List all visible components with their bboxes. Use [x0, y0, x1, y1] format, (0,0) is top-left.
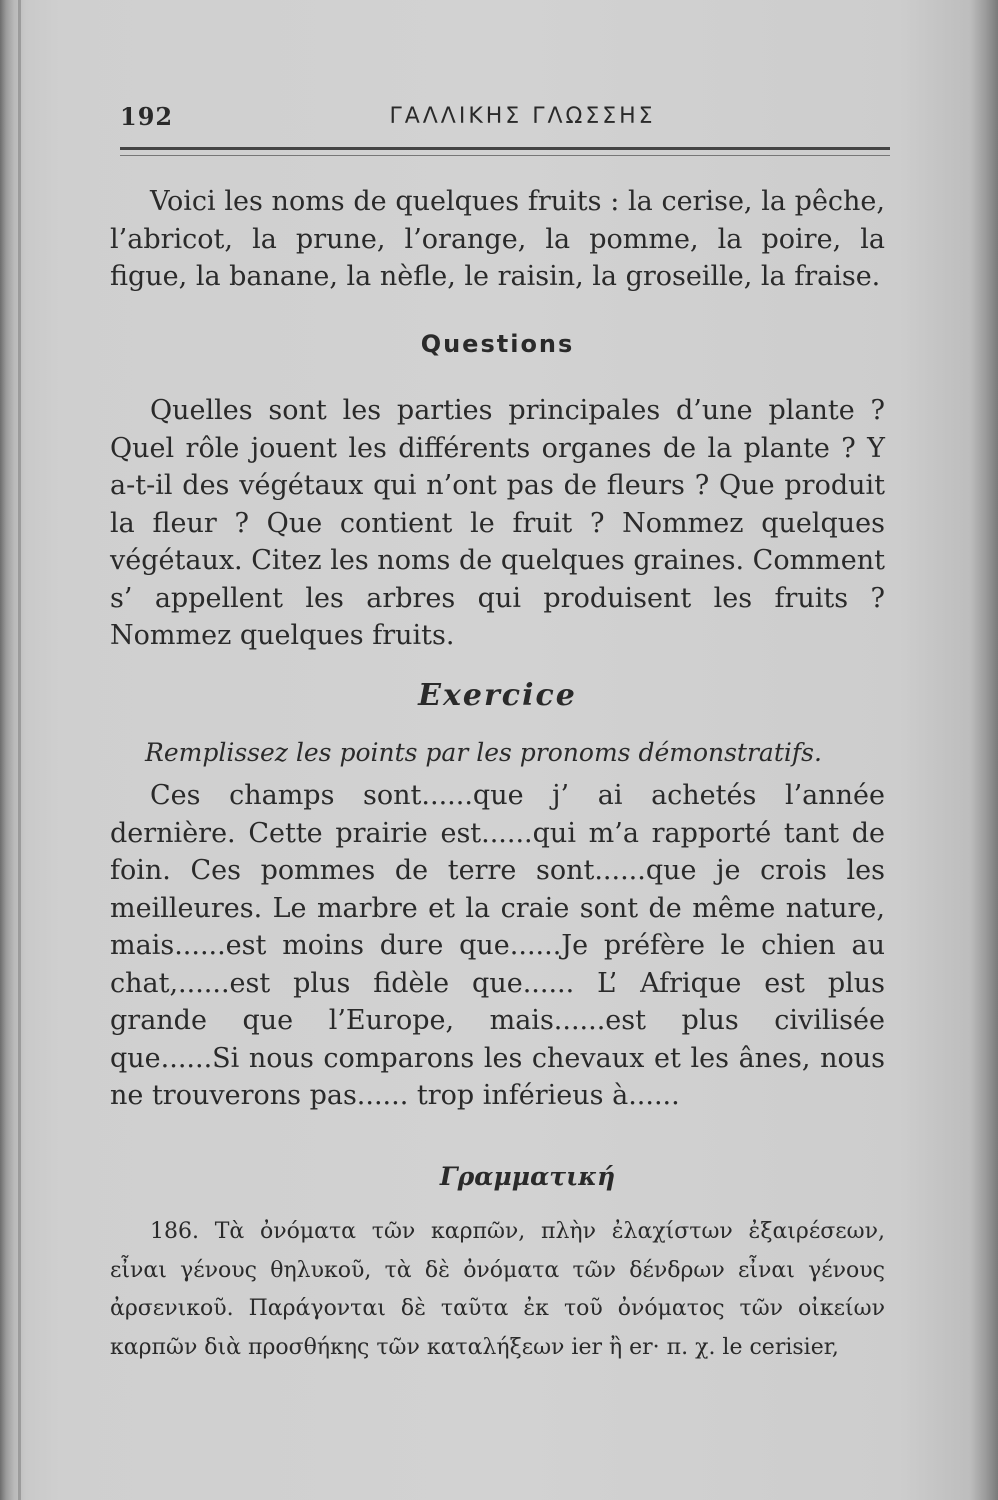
book-gutter — [18, 0, 21, 1500]
header-rule — [120, 147, 890, 150]
exercise-instruction: Remplissez les points par les pronoms démonstratifs. — [145, 738, 822, 767]
exercise-paragraph: Ces champs sont......que j’ ai achetés l’année dernière. Cette prairie est......qui m’a rapporté tant de foin. Ces pommes de terre sont......que je crois les meilleures. Le marbre et la craie sont de même nature, mais......est moins dure que......Je préfère le chien au chat,......est plus fidèle que...... L’ Afrique est plus grande que l’Europe, mais......est plus civilisée que......Si nous comparons les chevaux et les ânes, nous ne trouverons pas...... trop inférieus à...... — [110, 780, 885, 1111]
header-rule-thin — [120, 155, 890, 156]
page-number: 192 — [120, 102, 174, 131]
exercice-heading: Exercice — [418, 678, 577, 713]
grammar-heading: Γραμματική — [439, 1162, 616, 1191]
questions-paragraph: Quelles sont les parties principales d’une plante ? Quel rôle jouent les différents organes de la plante ? Y a-t-il des végétaux qui n’ont pas de fleurs ? Que produit la fleur ? Que contient le fruit ? Nommez quelques végétaux. Citez les noms de quelques graines. Comment s’ appellent les arbres qui produisent les fruits ? Nommez quelques fruits. — [110, 395, 885, 651]
running-title: ΓΑΛΛΙΚΗΣ ΓΛΩΣΣΗΣ — [389, 104, 656, 129]
questions-heading: Questions — [420, 330, 575, 358]
book-page — [70, 0, 960, 1500]
fruits-paragraph: Voici les noms de quelques fruits : la cerise, la pêche, l’abricot, la prune, l’orange, la pomme, la poire, la figue, la banane, la nèfle, le raisin, la groseille, la fraise. — [110, 186, 885, 292]
grammar-paragraph: 186. Τὰ ὀνόματα τῶν καρπῶν, πλὴν ἐλαχίστων ἐξαιρέσεων, εἶναι γένους θηλυκοῦ, τὰ δὲ ὀνόματα τῶν δένδρων εἶναι γένους ἀρσενικοῦ. Παράγονται δὲ ταῦτα ἐκ τοῦ ὀνόματος τῶν οἰκείων καρπῶν διὰ προσθήκης τῶν καταλήξεων ier ἢ er· π. χ. le cerisier, — [110, 1219, 885, 1360]
page-header — [120, 102, 885, 138]
